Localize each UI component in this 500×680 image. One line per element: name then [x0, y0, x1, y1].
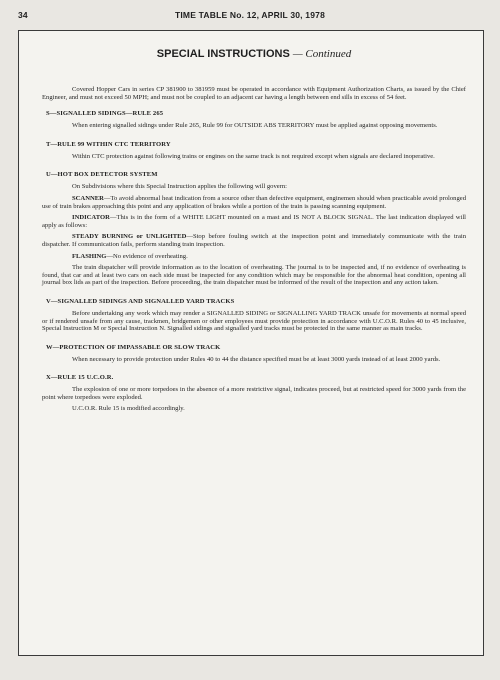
title-continued: — Continued: [292, 48, 352, 60]
scanner-label: SCANNER: [72, 194, 104, 202]
flashing-label: FLASHING: [72, 252, 107, 260]
dispatcher-paragraph: The train dispatcher will provide information as to the location of overheating. The journal is to be inspected and, if no evidence of overheating is found, that car and at least two cars on each side must be inspected for any condition which may be responsible for the abnormal heat condition, opening all journal box lids as part of the inspection. Before proceeding, the train dispatcher must be informed of the result of the inspection and any action taken.: [42, 264, 466, 287]
section-v-text: Before undertaking any work which may render a SIGNALLED SIDING or SIGNALLING YARD TRACK unsafe for movements at normal speed or if rendered unsafe from any cause, trackmen, bridgemen or other employees must provide protection in accordance with U.C.O.R. Rules 40 to 45 inclusive, Special Instruction M or Special Instruction N. Signalled sidings and signalled yard tracks must be protected in the same manner as main tracks.: [42, 309, 466, 333]
scanner-text: —To avoid abnormal heat indication from a source other than defective equipment, enginemen should when practicable avoid prolonged use of train brakes approaching this point and any application of brakes while a portion of the train is passing scanning equipment.: [42, 194, 466, 210]
indicator-text: —This is in the form of a WHITE LIGHT mounted on a mast and IS NOT A BLOCK SIGNAL. The last indication displayed will apply as follows:: [42, 214, 466, 229]
running-header: [18, 10, 482, 24]
timetable-title: TIME TABLE No. 12, APRIL 30, 1978: [174, 10, 326, 20]
section-u-intro: On Subdivisions where this Special Instruction applies the following will govern:: [72, 183, 288, 191]
section-v-heading: V—SIGNALLED SIDINGS AND SIGNALLED YARD TRACKS: [46, 297, 235, 305]
steady-label: STEADY BURNING or UNLIGHTED: [72, 233, 187, 241]
section-t-text: Within CTC protection against following trains or engines on the same track is not required except when signals are declared inoperative.: [72, 152, 435, 160]
scanner-paragraph: [42, 195, 466, 210]
section-x-text: The explosion of one or more torpedoes in the absence of a more restrictive signal, indicates proceed, but at restricted speed for 3000 yards from the point where torpedoes were exploded.: [42, 386, 466, 401]
steady-text: —Stop before fouling switch at the inspection point and immediately communicate with the train dispatcher. If communication fails, perform standing train inspection.: [42, 233, 466, 248]
section-w-heading: W—PROTECTION OF IMPASSABLE OR SLOW TRACK: [46, 343, 221, 351]
section-x-note: U.C.O.R. Rule 15 is modified accordingly.: [72, 405, 185, 413]
section-x-heading: X—RULE 15 U.C.O.R.: [46, 374, 114, 382]
title-main: SPECIAL INSTRUCTIONS: [156, 48, 290, 60]
indicator-label: INDICATOR: [72, 214, 110, 222]
page-title: [42, 48, 466, 60]
intro-paragraph: Covered Hopper Cars in series CP 381900 to 381959 must be operated in accordance with Equipment Authorization Charts, as issued by the Chief Engineer, and must not exceed 50 MPH; and must not be coupled to an adjacent car having a length between end sills in excess of 54 feet.: [42, 86, 466, 101]
section-u-heading: U—HOT BOX DETECTOR SYSTEM: [46, 171, 158, 179]
section-w-text: When necessary to provide protection under Rules 40 to 44 the distance specified must be at least 3000 yards instead of at least 2000 yards.: [72, 355, 441, 363]
section-s-text: When entering signalled sidings under Rule 265, Rule 99 for OUTSIDE ABS TERRITORY must be applied against opposing movements.: [72, 122, 438, 130]
page-number: 34: [18, 10, 28, 20]
page-content: [42, 48, 466, 413]
section-s-heading: S—SIGNALLED SIDINGS—RULE 265: [46, 110, 164, 118]
steady-paragraph: [42, 233, 466, 248]
flashing-text: —No evidence of overheating.: [106, 252, 188, 260]
section-t-heading: T—RULE 99 WITHIN CTC TERRITORY: [46, 140, 171, 148]
flashing-paragraph: [42, 253, 466, 261]
indicator-paragraph: [42, 214, 466, 229]
